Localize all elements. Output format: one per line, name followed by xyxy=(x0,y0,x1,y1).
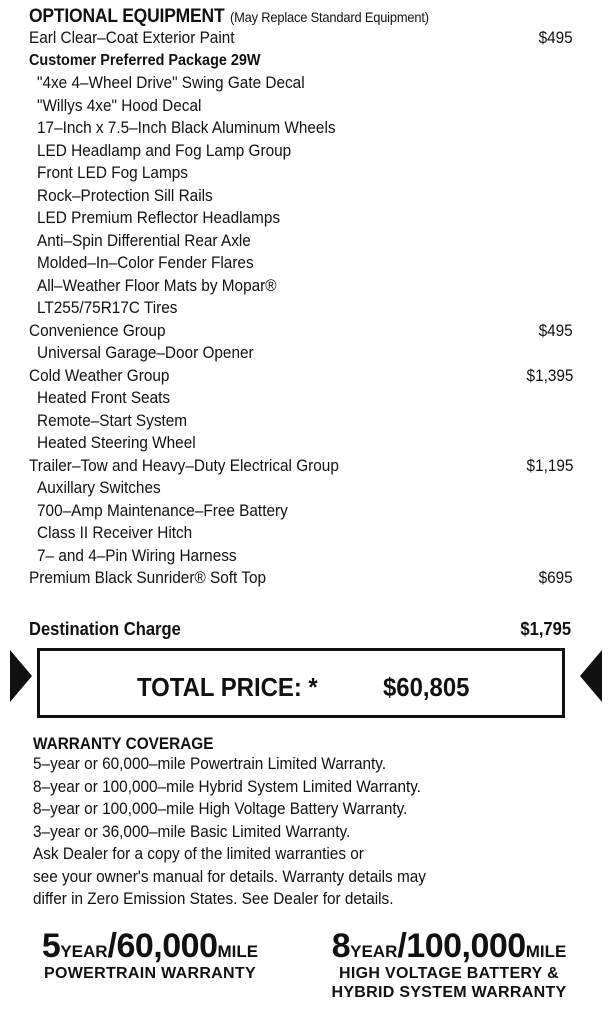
right-arrow-icon xyxy=(580,650,602,702)
equipment-price: $1,195 xyxy=(526,456,573,475)
badge-mile-unit: MILE xyxy=(525,942,567,961)
heading-note: (May Replace Standard Equipment) xyxy=(229,9,429,25)
equipment-label: 7– and 4–Pin Wiring Harness xyxy=(37,546,237,565)
equipment-sub-item xyxy=(0,72,610,95)
equipment-sub-item xyxy=(0,117,610,140)
equipment-label: Convenience Group xyxy=(29,321,166,340)
equipment-sub-item xyxy=(0,410,610,433)
warranty-line: see your owner's manual for details. Warranty details may xyxy=(33,867,426,886)
equipment-sub-item xyxy=(0,297,610,320)
optional-equipment-heading xyxy=(29,6,429,28)
equipment-sub-item xyxy=(0,432,610,455)
warranty-heading: WARRANTY COVERAGE xyxy=(33,735,214,753)
destination-price: $1,795 xyxy=(520,619,571,639)
equipment-label: Customer Preferred Package 29W xyxy=(29,51,261,69)
equipment-sub-item xyxy=(0,140,610,163)
warranty-text xyxy=(33,753,456,911)
equipment-list xyxy=(0,27,610,590)
badge-years: 8 xyxy=(331,927,351,965)
equipment-sub-item xyxy=(0,95,610,118)
total-label: TOTAL PRICE: * xyxy=(137,672,318,702)
equipment-label: All–Weather Floor Mats by Mopar® xyxy=(37,276,277,295)
equipment-label: 700–Amp Maintenance–Free Battery xyxy=(37,501,288,520)
equipment-item xyxy=(0,455,610,478)
equipment-price: $495 xyxy=(538,29,573,47)
equipment-sub-item xyxy=(0,387,610,410)
warranty-line: 3–year or 36,000–mile Basic Limited Warranty. xyxy=(33,822,351,841)
left-arrow-icon xyxy=(10,650,32,702)
badge-miles: /100,000 xyxy=(397,927,526,965)
equipment-sub-item xyxy=(0,207,610,230)
equipment-sub-item xyxy=(0,522,610,545)
package-heading xyxy=(0,50,610,73)
equipment-sub-item xyxy=(0,275,610,298)
equipment-price: $1,395 xyxy=(526,366,573,385)
warranty-line: 8–year or 100,000–mile Hybrid System Limited Warranty. xyxy=(33,777,422,796)
badge-years: 5 xyxy=(41,927,61,965)
equipment-label: Molded–In–Color Fender Flares xyxy=(37,254,254,272)
warranty-line: 8–year or 100,000–mile High Voltage Battery Warranty. xyxy=(33,800,408,818)
equipment-label: Heated Front Seats xyxy=(37,389,171,407)
equipment-label: "Willys 4xe" Hood Decal xyxy=(37,96,202,115)
equipment-sub-item xyxy=(0,342,610,365)
equipment-sub-item xyxy=(0,477,610,500)
equipment-sub-item xyxy=(0,230,610,253)
equipment-label: Premium Black Sunrider® Soft Top xyxy=(29,569,267,587)
equipment-price: $695 xyxy=(538,569,573,587)
badge-year-unit: YEAR xyxy=(60,942,108,961)
equipment-price: $495 xyxy=(538,321,573,340)
badge-caption-line2: HYBRID SYSTEM WARRANTY xyxy=(331,984,567,1001)
badge-caption-line1: HIGH VOLTAGE BATTERY & xyxy=(339,965,559,982)
equipment-label: Front LED Fog Lamps xyxy=(37,164,188,182)
equipment-label: Earl Clear–Coat Exterior Paint xyxy=(29,29,235,47)
destination-label: Destination Charge xyxy=(29,619,181,639)
equipment-label: Heated Steering Wheel xyxy=(37,434,196,452)
equipment-label: Auxillary Switches xyxy=(37,479,161,497)
badge-caption: POWERTRAIN WARRANTY xyxy=(44,965,256,982)
equipment-item xyxy=(0,27,610,50)
equipment-item xyxy=(0,320,610,343)
heading-text: OPTIONAL EQUIPMENT xyxy=(29,6,225,27)
badge-term xyxy=(30,928,270,964)
equipment-label: Remote–Start System xyxy=(37,411,188,430)
equipment-label: Cold Weather Group xyxy=(29,366,170,385)
warranty-line: 5–year or 60,000–mile Powertrain Limited Warranty. xyxy=(33,755,387,773)
equipment-item xyxy=(0,567,610,590)
badge-year-unit: YEAR xyxy=(350,942,398,961)
equipment-sub-item xyxy=(0,162,610,185)
warranty-line: Ask Dealer for a copy of the limited warranties or xyxy=(33,845,364,863)
equipment-label: Trailer–Tow and Heavy–Duty Electrical Group xyxy=(29,456,339,475)
equipment-sub-item xyxy=(0,185,610,208)
equipment-label: 17–Inch x 7.5–Inch Black Aluminum Wheels xyxy=(37,119,336,137)
equipment-label: "4xe 4–Wheel Drive" Swing Gate Decal xyxy=(37,74,305,92)
equipment-label: Anti–Spin Differential Rear Axle xyxy=(37,231,251,250)
total-value: $60,805 xyxy=(383,672,470,702)
battery-warranty-badge xyxy=(318,928,580,1002)
equipment-sub-item xyxy=(0,545,610,568)
equipment-sub-item xyxy=(0,500,610,523)
equipment-sub-item xyxy=(0,252,610,275)
badge-term xyxy=(318,928,580,964)
equipment-label: LT255/75R17C Tires xyxy=(37,299,178,317)
equipment-label: LED Headlamp and Fog Lamp Group xyxy=(37,141,292,160)
warranty-line: differ in Zero Emission States. See Dealer for details. xyxy=(33,890,394,908)
equipment-label: LED Premium Reflector Headlamps xyxy=(37,209,281,227)
equipment-item xyxy=(0,365,610,388)
equipment-label: Class II Receiver Hitch xyxy=(37,524,193,542)
equipment-label: Universal Garage–Door Opener xyxy=(37,344,254,362)
destination-charge-row xyxy=(0,617,610,641)
powertrain-warranty-badge xyxy=(30,928,270,983)
equipment-label: Rock–Protection Sill Rails xyxy=(37,186,213,205)
total-price-box xyxy=(37,648,565,718)
badge-mile-unit: MILE xyxy=(217,942,259,961)
badge-miles: /60,000 xyxy=(107,927,218,965)
